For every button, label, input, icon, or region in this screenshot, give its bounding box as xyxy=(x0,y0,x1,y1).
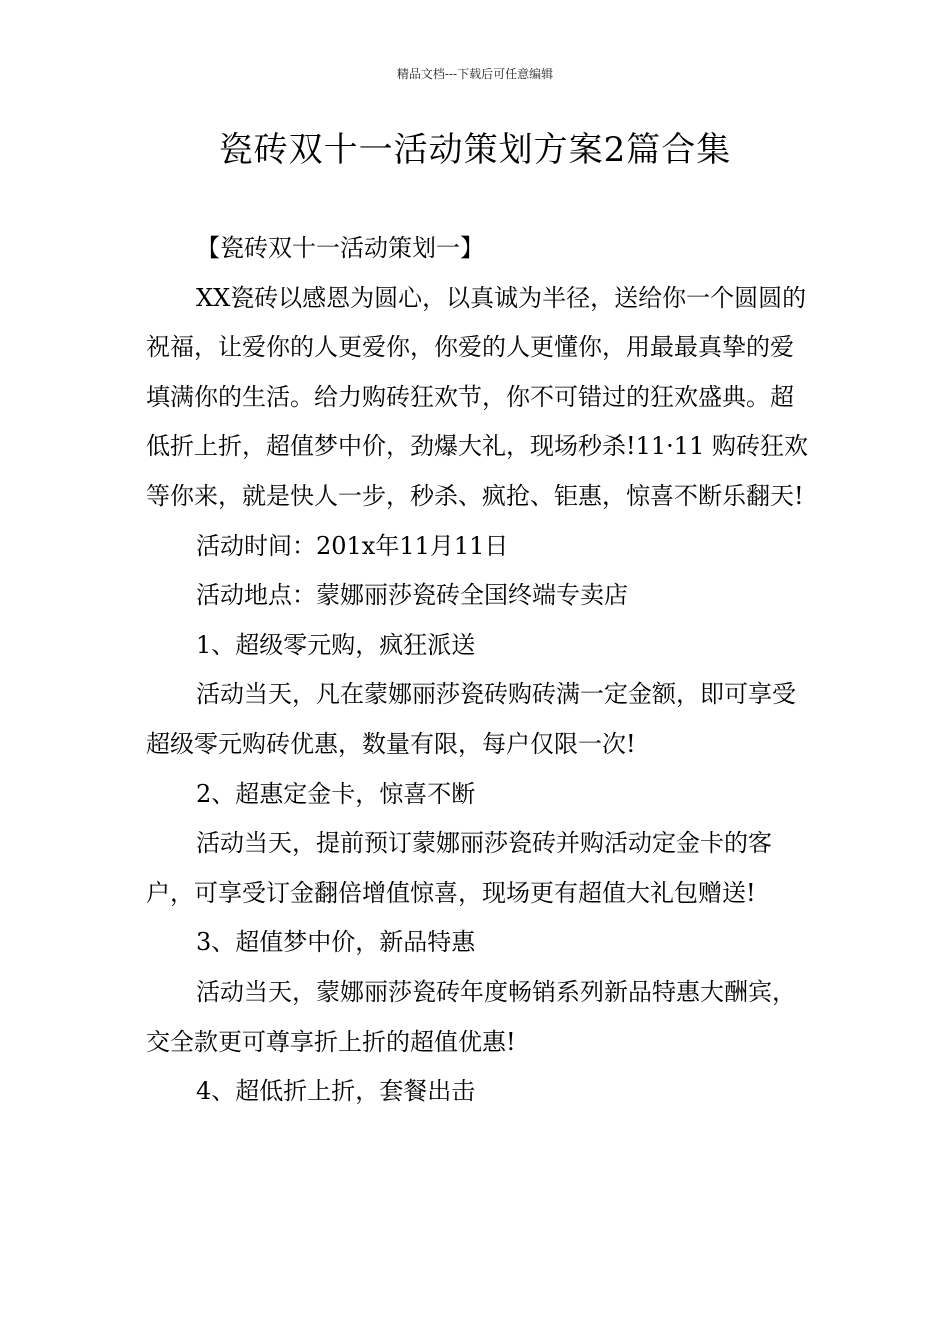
document-body xyxy=(146,224,808,1117)
event-location: 活动地点：蒙娜丽莎瓷砖全国终端专卖店 xyxy=(196,581,628,610)
item-heading-4: 4、超低折上折，套餐出击 xyxy=(196,1077,476,1106)
item-heading-1: 1、超级零元购，疯狂派送 xyxy=(196,630,476,659)
event-time: 活动时间：201x年11月11日 xyxy=(196,531,509,560)
item-paragraph-1: 活动当天，凡在蒙娜丽莎瓷砖购砖满一定金额，即可享受超级零元购砖优惠，数量有限，每户仅限一次! xyxy=(146,680,796,758)
item-heading-2: 2、超惠定金卡，惊喜不断 xyxy=(196,779,476,808)
intro-paragraph: XX瓷砖以感恩为圆心，以真诚为半径，送给你一个圆圆的祝福，让爱你的人更爱你，你爱的人更懂你，用最最真挚的爱填满你的生活。给力购砖狂欢节，你不可错过的狂欢盛典。超低折上折，超值梦中价，劲爆大礼，现场秒杀!11·11 购砖狂欢等你来，就是快人一步，秒杀、疯抢、钜惠，惊喜不断乐翻天! xyxy=(146,283,808,510)
document-title: 瓷砖双十一活动策划方案2篇合集 xyxy=(218,130,732,170)
item-paragraph-3: 活动当天，蒙娜丽莎瓷砖年度畅销系列新品特惠大酬宾，交全款更可尊享折上折的超值优惠! xyxy=(146,977,796,1056)
item-paragraph-2: 活动当天，提前预订蒙娜丽莎瓷砖并购活动定金卡的客户，可享受订金翻倍增值惊喜，现场更有超值大礼包赠送! xyxy=(146,829,772,907)
section-heading: 【瓷砖双十一活动策划一】 xyxy=(196,234,484,262)
header-note: 精品文档---下载后可任意编辑 xyxy=(396,67,554,81)
item-heading-3: 3、超值梦中价，新品特惠 xyxy=(196,928,476,957)
